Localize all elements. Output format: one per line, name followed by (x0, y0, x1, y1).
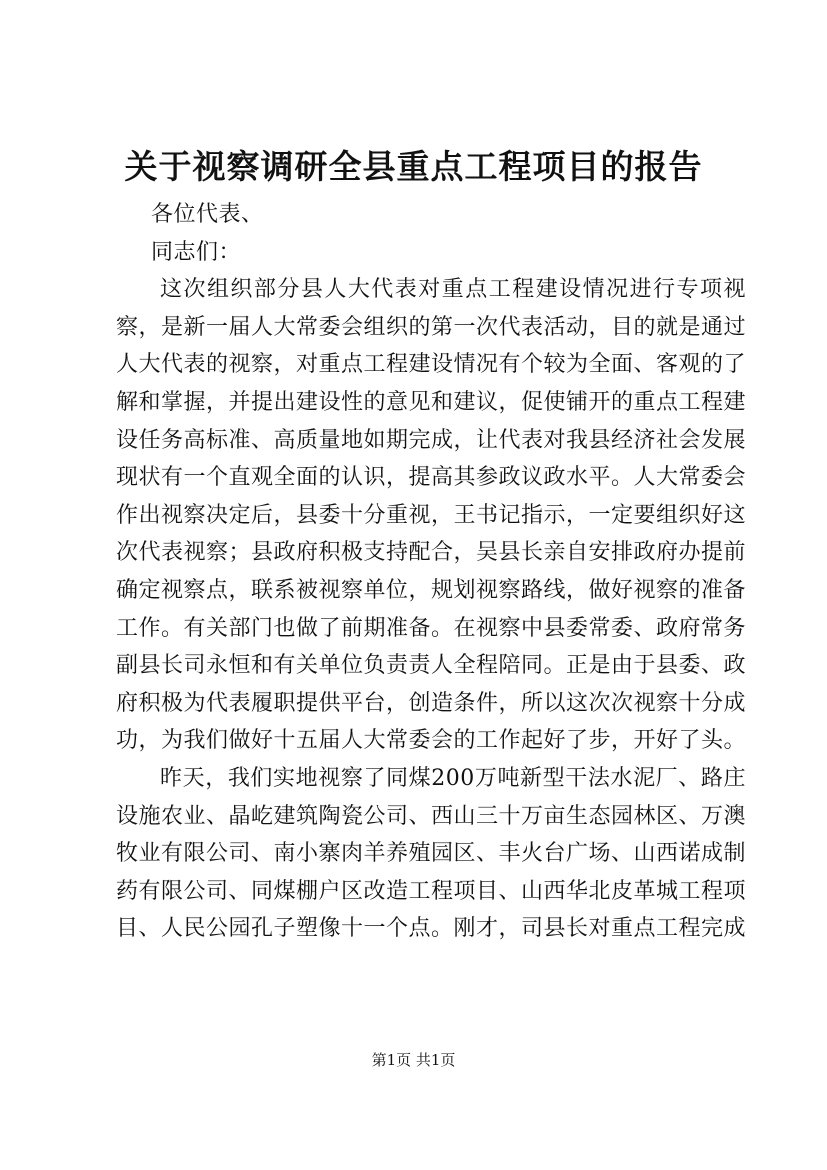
salutation-line-2: 同志们： (151, 239, 242, 265)
page-number-footer: 第1页 共1页 (371, 1051, 456, 1069)
document-title: 关于视察调研全县重点工程项目的报告 (124, 147, 703, 186)
body-paragraph-1: 这次组织部分县人大代表对重点工程建设情况进行专项视察，是新一届人大常委会组织的第一次代表活动，目的就是通过人大代表的视察，对重点工程建设情况有个较为全面、客观的了解和掌握，并提出建设性的意见和建议，促使铺开的重点工程建设任务高标准、高质量地如期完成，让代表对我县经济社会发展现状有一个直观全面的认识，提高其参政议政水平。人大常委会作出视察决定后，县委十分重视，王书记指示，一定要组织好这次代表视察；县政府积极支持配合，吴县长亲自安排政府办提前确定视察点，联系被视察单位，规划视察路线，做好视察的准备工作。有关部门也做了前期准备。在视察中县委常委、政府常务副县长司永恒和有关单位负责责人全程陪同。正是由于县委、政府积极为代表履职提供平台，创造条件，所以这次次视察十分成功，为我们做好十五届人大常委会的工作起好了步，开好了头。 (116, 277, 747, 754)
salutation-line-1: 各位代表、 (151, 202, 264, 227)
document-body (116, 196, 746, 948)
body-paragraph-2: 昨天，我们实地视察了同煤200万吨新型干法水泥厂、路庄设施农业、晶屹建筑陶瓷公司、西山三十万亩生态园林区、万澳牧业有限公司、南小寨肉羊养殖园区、丰火台广场、山西诺成制药有限公司、同煤棚户区改造工程项目、山西华北皮革城工程项目、人民公园孔子塑像十一个点。刚才，司县长对重点工程完成 (116, 765, 747, 942)
